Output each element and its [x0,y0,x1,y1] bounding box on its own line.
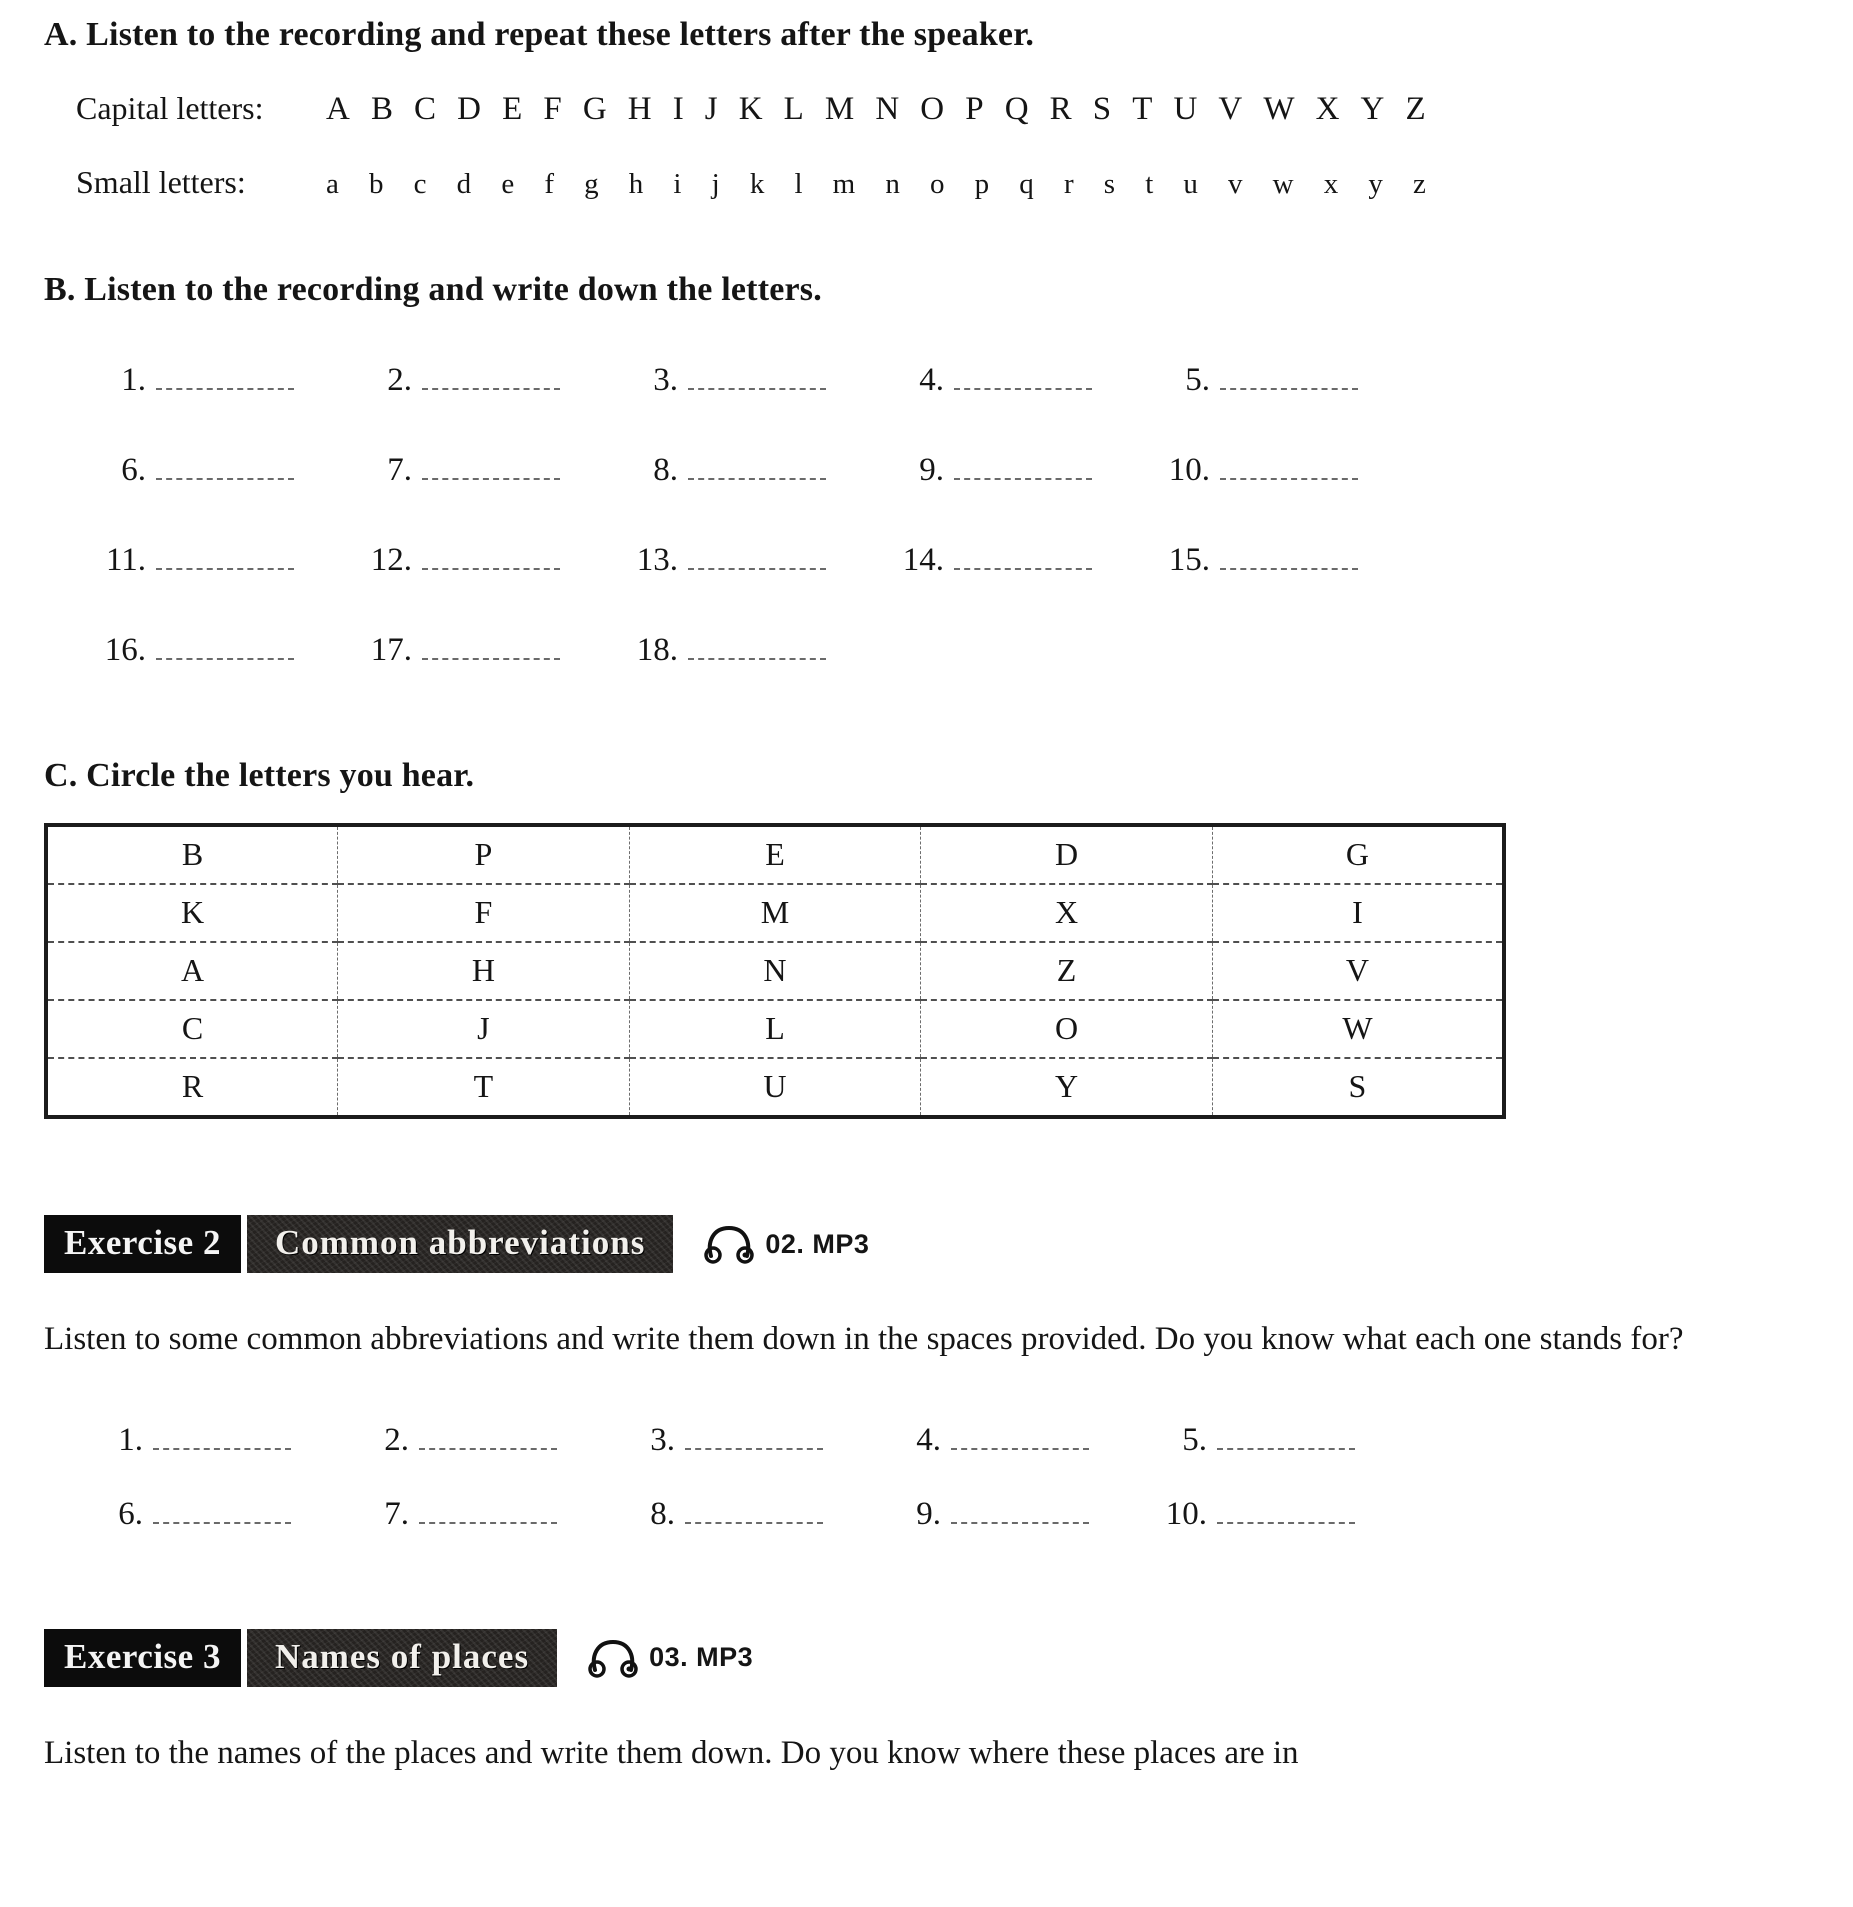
exercise-2-blanks-grid [99,1415,1809,1533]
answer-blank [882,535,1148,579]
blank-number: 13. [636,542,678,578]
exercise-2-audio-tag [703,1222,869,1266]
blank-number: 10. [1168,452,1210,488]
blank-number: 7. [384,1495,409,1532]
answer-blank [616,625,882,669]
exercise-3-banner [44,1629,1809,1687]
blank-line [422,535,560,570]
alphabet-letter: m [832,168,856,200]
alphabet-letter: o [930,168,945,200]
letter-cell: X [921,884,1213,942]
alphabet-letter: f [544,168,554,200]
answer-blank [350,355,616,399]
blank-line [954,355,1092,390]
small-letters-label: Small letters: [76,164,246,200]
answer-blank [1148,355,1414,399]
letter-cell: R [46,1058,338,1117]
blank-line [422,355,560,390]
blank-line [419,1415,557,1450]
blank-number: 3. [653,362,678,398]
alphabet-letter: u [1183,168,1198,200]
alphabet-letter: X [1315,91,1340,127]
answer-blank [631,1489,897,1533]
answer-blank [365,1415,631,1459]
blank-line [1217,1489,1355,1524]
alphabet-letter: k [749,168,765,200]
alphabet-letter: A [326,91,350,127]
blank-number: 9. [919,452,944,488]
circle-letters-table [44,823,1506,1119]
answer-blank [1148,535,1414,579]
alphabet-letter: e [501,168,515,200]
blank-number: 2. [387,362,412,398]
blank-number: 9. [916,1495,941,1532]
alphabet-letter: I [672,91,684,127]
capital-letters-row [76,90,1809,128]
blank-line [156,445,294,480]
blank-number: 2. [384,1421,409,1458]
section-b-label: B. [44,271,76,308]
letter-cell: Y [921,1058,1213,1117]
section-b-blanks-grid [84,355,1809,669]
blank-line [688,625,826,660]
blank-line [688,535,826,570]
alphabet-letter: d [456,168,472,200]
alphabet-letter: r [1063,168,1074,200]
table-row [46,1000,1504,1058]
blank-number: 8. [653,452,678,488]
alphabet-letter: B [370,91,393,127]
exercise-3-mp3-label: 03. MP3 [649,1642,754,1673]
exercise-3 [44,1629,1809,1777]
answer-blank [350,445,616,489]
letter-cell: N [629,942,921,1000]
alphabet-letter: O [920,91,945,127]
alphabet-letter: Q [1004,91,1029,127]
blank-line [419,1489,557,1524]
alphabet-letter: b [369,168,384,200]
letter-cell: P [338,825,630,884]
exercise-2-instructions: Listen to some common abbreviations and write them down in the spaces provided. Do you know what each one stands for? [44,1321,1684,1357]
answer-blank [350,535,616,579]
blank-number: 16. [104,632,146,668]
small-letters-sequence [326,168,1426,201]
alphabet-letter: Z [1405,91,1426,127]
answer-blank [616,445,882,489]
blank-line [688,355,826,390]
blank-number: 17. [370,632,412,668]
alphabet-letter: s [1103,168,1116,200]
blank-line [156,625,294,660]
blank-number: 6. [121,452,146,488]
section-a-label: A. [44,16,78,53]
alphabet-letter: l [794,168,803,200]
blank-number: 18. [636,632,678,668]
blank-line [1217,1415,1355,1450]
blank-number: 5. [1185,362,1210,398]
letter-cell: F [338,884,630,942]
blank-number: 11. [105,542,146,578]
table-row [46,942,1504,1000]
blank-line [153,1489,291,1524]
blank-number: 14. [902,542,944,578]
alphabet-letter: z [1413,168,1426,200]
letter-cell: H [338,942,630,1000]
blank-number: 1. [118,1421,143,1458]
exercise-2-badge: Exercise 2 [44,1215,241,1273]
table-row [46,884,1504,942]
headphones-icon [703,1222,755,1266]
alphabet-letter: q [1019,168,1034,200]
section-a-heading-text: Listen to the recording and repeat these letters after the speaker. [86,16,1035,53]
blank-line [156,535,294,570]
section-c [44,757,1809,1119]
section-c-heading-text: Circle the letters you hear. [86,757,475,794]
alphabet-letter: V [1218,91,1243,127]
letter-cell: T [338,1058,630,1117]
alphabet-letter: L [783,91,804,127]
alphabet-letter: p [974,168,990,200]
alphabet-letter: v [1228,168,1243,200]
alphabet-letter: M [824,91,855,127]
blank-number: 10. [1165,1495,1207,1532]
alphabet-letter: y [1368,168,1383,200]
blank-number: 4. [916,1421,941,1458]
alphabet-letter: U [1173,91,1198,127]
blank-line [153,1415,291,1450]
blank-line [422,445,560,480]
answer-blank [84,625,350,669]
letter-cell: C [46,1000,338,1058]
answer-blank [616,355,882,399]
blank-line [951,1489,1089,1524]
section-a-heading [44,16,1809,54]
answer-blank [99,1489,365,1533]
alphabet-letter: S [1092,91,1112,127]
blank-line [422,625,560,660]
alphabet-letter: F [543,91,562,127]
alphabet-letter: N [875,91,900,127]
letter-cell: G [1212,825,1504,884]
alphabet-letter: j [711,168,720,200]
exercise-2-banner [44,1215,1809,1273]
blank-number: 12. [370,542,412,578]
alphabet-letter: G [582,91,607,127]
section-b-heading [44,271,1809,309]
section-b [44,271,1809,669]
alphabet-letter: W [1263,91,1295,127]
alphabet-letter: K [738,91,763,127]
alphabet-letter: R [1049,91,1072,127]
table-row [46,825,1504,884]
alphabet-letter: w [1272,168,1294,200]
alphabet-letter: i [673,168,682,200]
letter-cell: U [629,1058,921,1117]
alphabet-letter: t [1145,168,1154,200]
blank-line [1220,445,1358,480]
answer-blank [1163,1489,1429,1533]
alphabet-letter: D [457,91,481,127]
alphabet-letter: a [326,168,339,200]
letter-cell: V [1212,942,1504,1000]
section-c-heading [44,757,1809,795]
exercise-3-instructions: Listen to the names of the places and write them down. Do you know where these places are in [44,1734,1299,1771]
answer-blank [897,1489,1163,1533]
answer-blank [350,625,616,669]
exercise-2 [44,1215,1809,1533]
letter-cell: S [1348,1068,1367,1104]
alphabet-letter: Y [1360,91,1385,127]
alphabet-letter: T [1132,91,1153,127]
alphabet-letter: n [885,168,900,200]
blank-number: 1. [121,362,146,398]
exercise-2-title: Common abbreviations [247,1215,673,1273]
blank-line [951,1415,1089,1450]
alphabet-letter: E [502,91,523,127]
blank-line [688,445,826,480]
letter-cell: B [46,825,338,884]
alphabet-letter: H [627,91,652,127]
answer-blank [1163,1415,1429,1459]
blank-line [954,445,1092,480]
section-a [44,16,1809,201]
blank-number: 5. [1182,1421,1207,1458]
alphabet-letter: P [965,91,984,127]
blank-line [685,1415,823,1450]
alphabet-letter: C [414,91,437,127]
blank-number: 6. [118,1495,143,1532]
answer-blank [882,445,1148,489]
blank-number: 15. [1168,542,1210,578]
blank-number: 7. [387,452,412,488]
letter-cell: L [629,1000,921,1058]
answer-blank [84,445,350,489]
letter-cell: D [921,825,1213,884]
alphabet-letter: x [1323,168,1339,200]
letters-table-body [46,825,1504,1117]
alphabet-letter: J [704,91,718,127]
alphabet-letter: c [413,168,427,200]
answer-blank [1148,445,1414,489]
blank-line [156,355,294,390]
answer-blank [631,1415,897,1459]
section-c-label: C. [44,757,78,794]
answer-blank [99,1415,365,1459]
headphones-icon [587,1636,639,1680]
letter-cell: A [46,942,338,1000]
answer-blank [365,1489,631,1533]
letter-cell: M [629,884,921,942]
letter-cell: W [1212,1000,1504,1058]
exercise-3-audio-tag [587,1636,753,1680]
table-row [46,1058,1504,1117]
exercise-2-mp3-label: 02. MP3 [765,1228,870,1259]
blank-line [1220,535,1358,570]
blank-number: 4. [919,362,944,398]
answer-blank [882,355,1148,399]
exercise-3-badge: Exercise 3 [44,1629,241,1687]
capital-letters-label: Capital letters: [76,90,264,126]
blank-line [954,535,1092,570]
letter-cell: I [1212,884,1504,942]
letter-cell: J [338,1000,630,1058]
alphabet-letter: g [584,168,599,200]
answer-blank [84,355,350,399]
letter-cell: E [629,825,921,884]
alphabet-letter: h [628,168,644,200]
capital-letters-sequence [326,91,1426,128]
small-letters-row [76,164,1809,201]
letter-cell: O [921,1000,1213,1058]
letter-cell: K [46,884,338,942]
exercise-3-title: Names of places [247,1629,557,1687]
alphabet-block [76,90,1809,201]
blank-number: 3. [650,1421,675,1458]
blank-line [1220,355,1358,390]
answer-blank [616,535,882,579]
answer-blank [897,1415,1163,1459]
answer-blank [84,535,350,579]
blank-line [685,1489,823,1524]
section-b-heading-text: Listen to the recording and write down the letters. [84,271,822,308]
blank-number: 8. [650,1495,675,1532]
letter-cell: Z [921,942,1213,1000]
